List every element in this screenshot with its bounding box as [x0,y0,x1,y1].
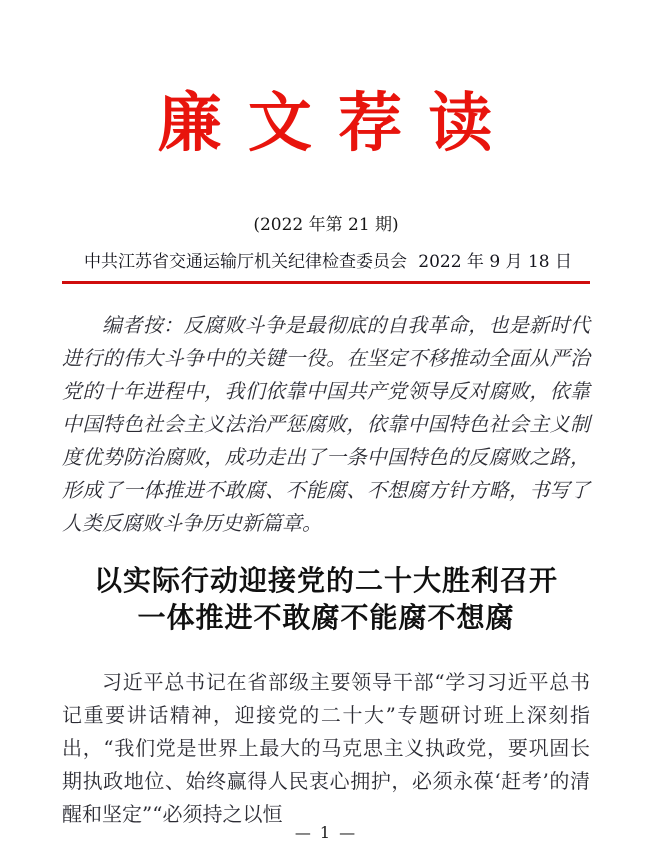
publication-info-row [62,250,590,274]
issue-date: 2022 年 9 月 18 日 [418,252,572,272]
article-title-line1: 以实际行动迎接党的二十大胜利召开 [93,564,558,597]
page-number: — 1 — [294,823,358,842]
editor-note-paragraph: 编者按：反腐败斗争是最彻底的自我革命，也是新时代进行的伟大斗争中的关键一役。在坚定不移推动全面从严治党的十年进程中，我们依靠中国共产党领导反对腐败，依靠中国特色社会主义法治严惩腐败，依靠中国特色社会主义制度优势防治腐败，成功走出了一条中国特色的反腐败之路，形成了一体推进不敢腐、不能腐、不想腐方针方略，书写了人类反腐败斗争历史新篇章。 [62,313,590,535]
document-content [0,84,652,831]
red-divider-rule [62,281,590,284]
article-title-line2: 一体推进不敢腐不能腐不想腐 [137,601,515,634]
publisher-name: 中共江苏省交通运输厅机关纪律检查委员会 [84,252,407,272]
body-paragraph: 习近平总书记在省部级主要领导干部“学习习近平总书记重要讲话精神，迎接党的二十大”专题研讨班上深刻指出，“我们党是世界上最大的马克思主义执政党，要巩固长期执政地位、始终赢得人民衷心拥护，必须永葆‘赶考’的清醒和坚定”“必须持之以恒 [62,670,590,826]
article-title [62,562,590,636]
issue-number: (2022 年第 21 期) [253,215,399,235]
masthead-title: 廉 文 荐 读 [157,86,495,161]
